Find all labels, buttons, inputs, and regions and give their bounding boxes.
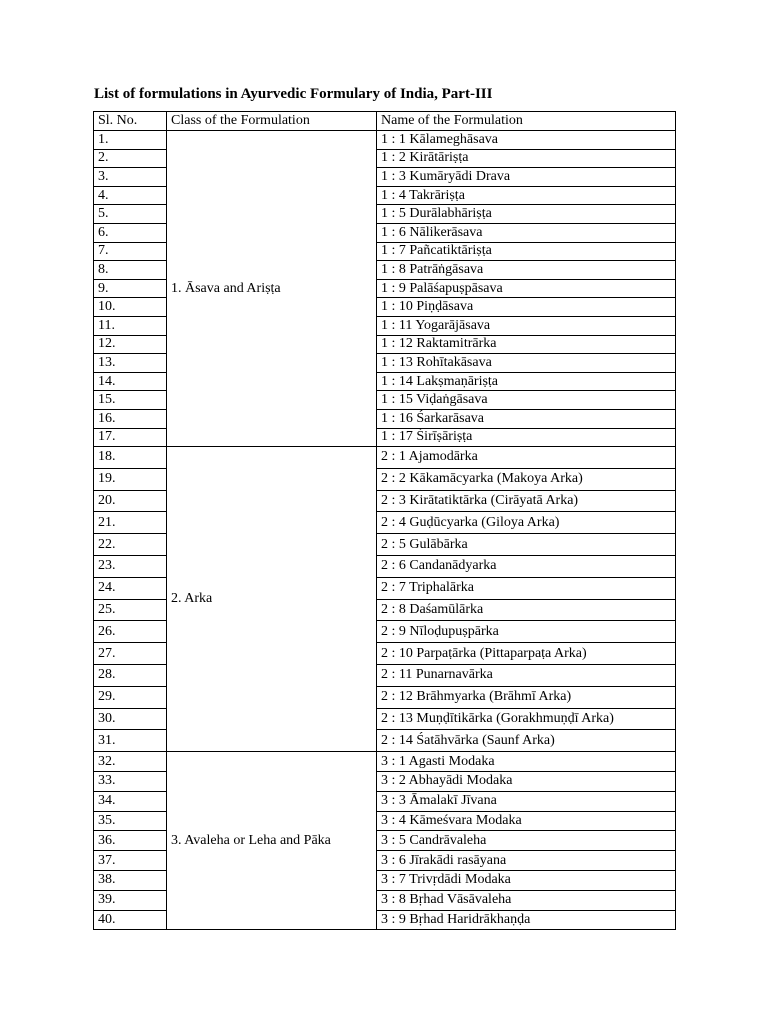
formulation-name-cell: 3 : 4 Kāmeśvara Modaka [377, 811, 676, 831]
formulation-name-cell: 2 : 5 Gulābārka [377, 534, 676, 556]
formulation-name-cell: 2 : 8 Daśamūlārka [377, 599, 676, 621]
formulation-name-cell: 3 : 5 Candrāvaleha [377, 831, 676, 851]
formulation-name-cell: 2 : 2 Kākamācyarka (Makoya Arka) [377, 468, 676, 490]
formulation-name-cell: 1 : 2 Kirātāriṣṭa [377, 149, 676, 168]
formulation-name-cell: 2 : 12 Brāhmyarka (Brāhmī Arka) [377, 686, 676, 708]
table-body [94, 131, 676, 930]
table-row [94, 131, 676, 150]
serial-number-cell: 23. [94, 556, 167, 578]
serial-number-cell: 4. [94, 186, 167, 205]
formulation-name-cell: 2 : 14 Śatāhvārka (Saunf Arka) [377, 730, 676, 752]
page-title: List of formulations in Ayurvedic Formulary of India, Part-III [94, 86, 493, 102]
serial-number-cell: 33. [94, 772, 167, 792]
formulation-name-cell: 1 : 13 Rohītakāsava [377, 354, 676, 373]
serial-number-cell: 13. [94, 354, 167, 373]
formulation-name-cell: 1 : 10 Piṇḍāsava [377, 298, 676, 317]
serial-number-cell: 6. [94, 223, 167, 242]
formulation-name-cell: 2 : 7 Triphalārka [377, 577, 676, 599]
formulation-name-cell: 1 : 9 Palāśapuṣpāsava [377, 279, 676, 298]
formulation-name-cell: 1 : 11 Yogarājāsava [377, 316, 676, 335]
serial-number-cell: 39. [94, 890, 167, 910]
column-header-class: Class of the Formulation [167, 112, 377, 131]
serial-number-cell: 36. [94, 831, 167, 851]
formulation-name-cell: 1 : 5 Durālabhāriṣṭa [377, 205, 676, 224]
serial-number-cell: 29. [94, 686, 167, 708]
serial-number-cell: 34. [94, 791, 167, 811]
formulation-name-cell: 1 : 15 Viḍaṅgāsava [377, 391, 676, 410]
serial-number-cell: 5. [94, 205, 167, 224]
formulation-name-cell: 3 : 1 Agasti Modaka [377, 752, 676, 772]
formulation-name-cell: 3 : 9 Bṛhad Haridrākhaṇḍa [377, 910, 676, 930]
formulation-name-cell: 2 : 13 Muṇḍītikārka (Gorakhmuṇḍī Arka) [377, 708, 676, 730]
serial-number-cell: 40. [94, 910, 167, 930]
serial-number-cell: 11. [94, 316, 167, 335]
serial-number-cell: 10. [94, 298, 167, 317]
formulation-class-cell: 1. Āsava and Ariṣṭa [167, 131, 377, 447]
serial-number-cell: 32. [94, 752, 167, 772]
table-row [94, 752, 676, 772]
serial-number-cell: 12. [94, 335, 167, 354]
serial-number-cell: 21. [94, 512, 167, 534]
formulation-name-cell: 3 : 2 Abhayādi Modaka [377, 772, 676, 792]
formulation-name-cell: 1 : 1 Kālameghāsava [377, 131, 676, 150]
formulation-name-cell: 2 : 11 Punarnavārka [377, 665, 676, 687]
column-header-name: Name of the Formulation [377, 112, 676, 131]
formulation-class-cell: 3. Avaleha or Leha and Pāka [167, 752, 377, 930]
formulation-name-cell: 1 : 8 Patrāṅgāsava [377, 261, 676, 280]
serial-number-cell: 35. [94, 811, 167, 831]
formulation-name-cell: 1 : 17 Śirīṣāriṣṭa [377, 428, 676, 447]
formulation-name-cell: 2 : 9 Nīloḍupuṣpārka [377, 621, 676, 643]
serial-number-cell: 14. [94, 372, 167, 391]
serial-number-cell: 19. [94, 468, 167, 490]
serial-number-cell: 25. [94, 599, 167, 621]
serial-number-cell: 9. [94, 279, 167, 298]
formulation-name-cell: 2 : 4 Guḍūcyarka (Giloya Arka) [377, 512, 676, 534]
serial-number-cell: 18. [94, 447, 167, 469]
table-header-row [94, 112, 676, 131]
serial-number-cell: 30. [94, 708, 167, 730]
formulation-name-cell: 1 : 12 Raktamitrārka [377, 335, 676, 354]
formulation-name-cell: 1 : 14 Lakṣmaṇāriṣṭa [377, 372, 676, 391]
serial-number-cell: 31. [94, 730, 167, 752]
formulation-table [93, 111, 676, 930]
column-header-sl-no: Sl. No. [94, 112, 167, 131]
serial-number-cell: 22. [94, 534, 167, 556]
formulation-name-cell: 1 : 4 Takrāriṣṭa [377, 186, 676, 205]
serial-number-cell: 27. [94, 643, 167, 665]
formulation-name-cell: 2 : 1 Ajamodārka [377, 447, 676, 469]
serial-number-cell: 16. [94, 409, 167, 428]
serial-number-cell: 37. [94, 851, 167, 871]
serial-number-cell: 24. [94, 577, 167, 599]
serial-number-cell: 17. [94, 428, 167, 447]
serial-number-cell: 15. [94, 391, 167, 410]
serial-number-cell: 1. [94, 131, 167, 150]
serial-number-cell: 8. [94, 261, 167, 280]
formulation-name-cell: 1 : 7 Pañcatiktāriṣṭa [377, 242, 676, 261]
serial-number-cell: 20. [94, 490, 167, 512]
serial-number-cell: 28. [94, 665, 167, 687]
formulation-name-cell: 2 : 6 Candanādyarka [377, 556, 676, 578]
formulation-name-cell: 3 : 3 Āmalakī Jīvana [377, 791, 676, 811]
formulation-class-cell: 2. Arka [167, 447, 377, 752]
formulation-name-cell: 3 : 7 Trivṛdādi Modaka [377, 871, 676, 891]
formulation-name-cell: 3 : 8 Bṛhad Vāsāvaleha [377, 890, 676, 910]
formulation-name-cell: 1 : 6 Nālikerāsava [377, 223, 676, 242]
serial-number-cell: 38. [94, 871, 167, 891]
formulation-name-cell: 3 : 6 Jīrakādi rasāyana [377, 851, 676, 871]
serial-number-cell: 2. [94, 149, 167, 168]
serial-number-cell: 26. [94, 621, 167, 643]
serial-number-cell: 3. [94, 168, 167, 187]
formulation-name-cell: 1 : 3 Kumāryādi Drava [377, 168, 676, 187]
formulation-name-cell: 2 : 3 Kirātatiktārka (Cirāyatā Arka) [377, 490, 676, 512]
formulation-name-cell: 1 : 16 Śarkarāsava [377, 409, 676, 428]
formulation-name-cell: 2 : 10 Parpaṭārka (Pittaparpaṭa Arka) [377, 643, 676, 665]
serial-number-cell: 7. [94, 242, 167, 261]
table-row [94, 447, 676, 469]
